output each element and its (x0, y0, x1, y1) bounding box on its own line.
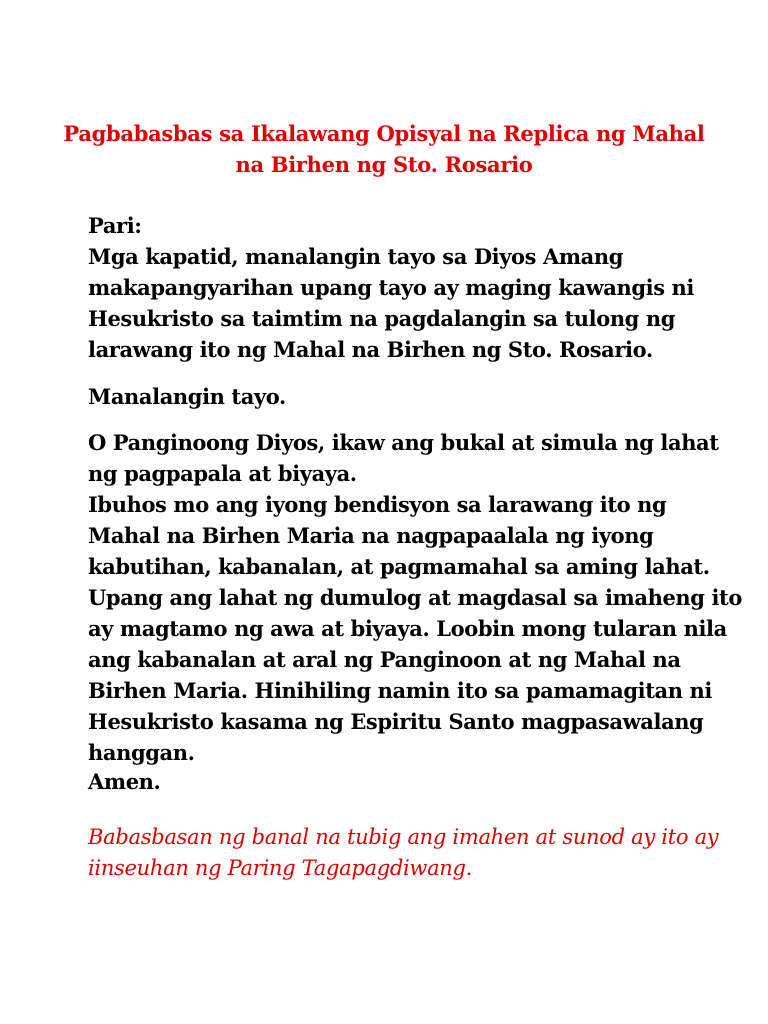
prayer-line: Birhen Maria. Hinihiling namin ito sa pamamagitan ni (88, 678, 712, 703)
prayer-line: ay magtamo ng awa at biyaya. Loobin mong tularan nila (88, 616, 727, 641)
invitation-line: Mga kapatid, manalangin tayo sa Diyos Amang (88, 244, 624, 269)
prayer-line: hanggan. (88, 740, 195, 765)
prayer-line: Hesukristo kasama ng Espiritu Santo magpasawalang (88, 709, 704, 734)
rubric-line: iinseuhan ng Paring Tagapagdiwang. (88, 856, 473, 880)
prayer-line: Ibuhos mo ang iyong bendisyon sa larawang ito ng (88, 492, 667, 517)
prayer-line: ng pagpapala at biyaya. (88, 461, 357, 486)
title-line-2: na Birhen ng Sto. Rosario (235, 152, 533, 177)
prayer-line: kabutihan, kabanalan, at pagmamahal sa aming lahat. (88, 554, 710, 579)
prayer-paragraph (88, 427, 742, 768)
amen-block (88, 766, 728, 797)
call-to-prayer: Manalangin tayo. (88, 384, 286, 409)
prayer-line: Upang ang lahat ng dumulog at magdasal sa imaheng ito (88, 585, 742, 610)
title-line-1: Pagbabasbas sa Ikalawang Opisyal na Replica ng Mahal (63, 121, 705, 146)
speaker-label: Pari: (88, 213, 142, 238)
prayer-line: ang kabanalan at aral ng Panginoon at ng Mahal na (88, 647, 681, 672)
prayer-line: Mahal na Birhen Maria na nagpapaalala ng iyong (88, 523, 654, 548)
amen-text: Amen. (88, 769, 161, 794)
call-to-prayer-block (88, 381, 728, 412)
invitation-line: Hesukristo sa taimtim na pagdalangin sa tulong ng (88, 306, 676, 331)
rubric-note (88, 822, 728, 884)
rubric-line: Babasbasan ng banal na tubig ang imahen at sunod ay ito ay (88, 825, 719, 849)
document-title (0, 118, 768, 180)
speaker-label-block (88, 210, 728, 241)
invitation-paragraph (88, 241, 728, 365)
invitation-line: larawang ito ng Mahal na Birhen ng Sto. Rosario. (88, 337, 653, 362)
prayer-line: O Panginoong Diyos, ikaw ang bukal at simula ng lahat (88, 430, 719, 455)
invitation-line: makapangyarihan upang tayo ay maging kawangis ni (88, 275, 695, 300)
